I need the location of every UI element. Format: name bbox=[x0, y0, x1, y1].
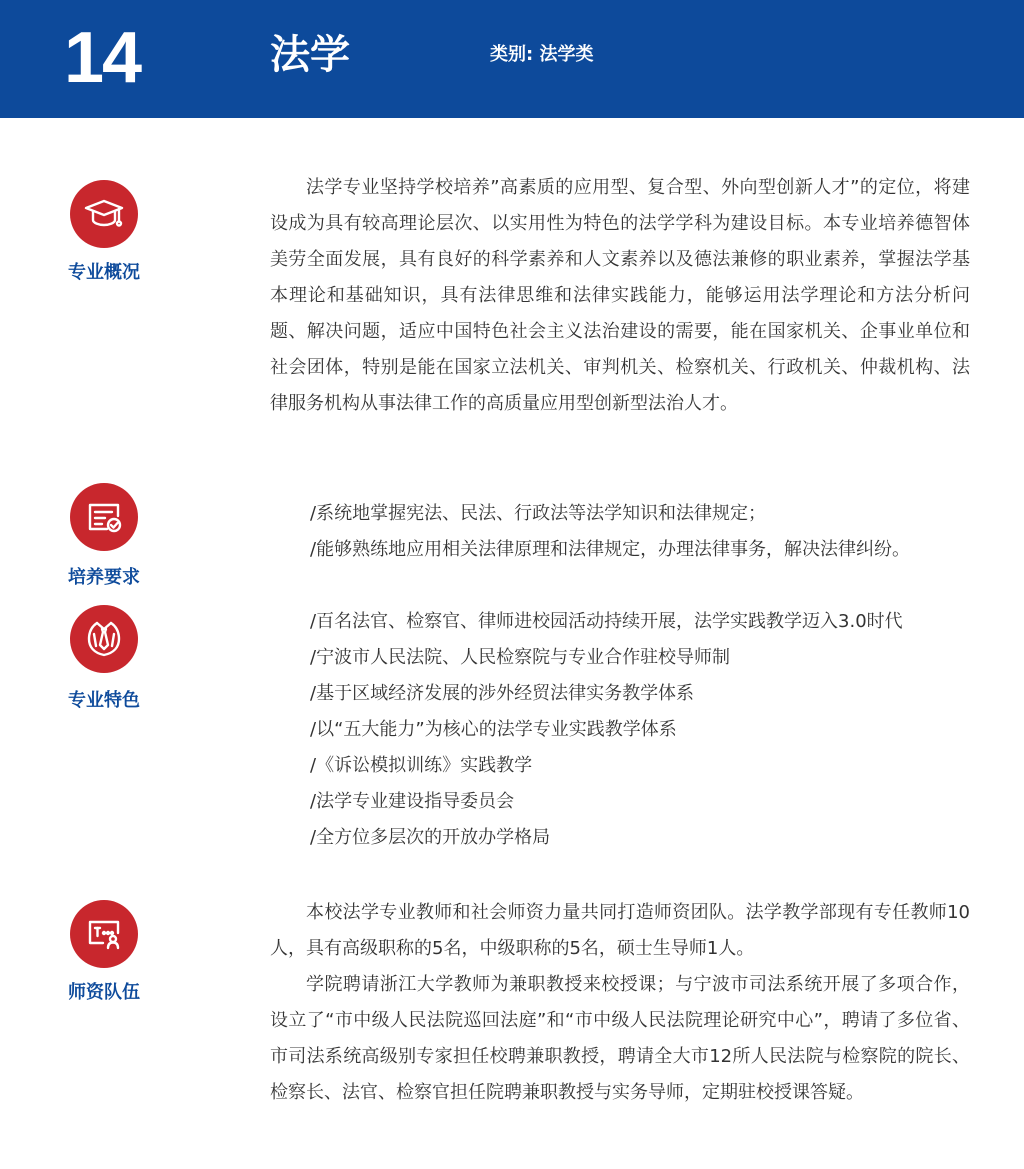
list-item: /宁波市人民法院、人民检察院与专业合作驻校导师制 bbox=[310, 647, 731, 668]
shirt-tie-icon bbox=[70, 605, 138, 673]
requirements-list bbox=[310, 496, 990, 568]
features-list bbox=[310, 604, 990, 856]
section-label-features: 专业特色 bbox=[68, 690, 140, 711]
graduation-cap-icon bbox=[70, 180, 138, 248]
list-item: /百名法官、检察官、律师进校园活动持续开展，法学实践教学迈入3.0时代 bbox=[310, 611, 903, 632]
section-label-requirements: 培养要求 bbox=[68, 567, 140, 588]
list-item: /以“五大能力”为核心的法学专业实践教学体系 bbox=[310, 719, 677, 740]
page-title: 法学 bbox=[270, 32, 350, 78]
list-item: /法学专业建设指导委员会 bbox=[310, 791, 515, 812]
teacher-board-icon bbox=[70, 900, 138, 968]
header-banner bbox=[0, 0, 1024, 118]
section-label-faculty: 师资队伍 bbox=[68, 982, 140, 1003]
faculty-text-2: 学院聘请浙江大学教师为兼职教授来校授课；与宁波市司法系统开展了多项合作，设立了“市中级人民法院巡回法庭”和“市中级人民法院理论研究中心”，聘请了多位省、市司法系统高级别专家担任校聘兼职教授，聘请全大市12所人民法院与检察院的院长、检察长、法官、检察官担任院聘兼职教授与实务导师，定期驻校授课答疑。 bbox=[270, 974, 970, 1103]
section-label-overview: 专业概况 bbox=[68, 262, 140, 283]
list-item: /《诉讼模拟训练》实践教学 bbox=[310, 755, 533, 776]
list-item: /系统地掌握宪法、民法、行政法等法学知识和法律规定； bbox=[310, 503, 767, 524]
faculty-paragraphs bbox=[270, 895, 970, 1111]
category-label: 类别: 法学类 bbox=[490, 44, 594, 65]
faculty-text-1: 本校法学专业教师和社会师资力量共同打造师资团队。法学教学部现有专任教师10人，具有高级职称的5名，中级职称的5名，硕士生导师1人。 bbox=[270, 902, 970, 959]
list-item: /基于区域经济发展的涉外经贸法律实务教学体系 bbox=[310, 683, 695, 704]
section-number: 14 bbox=[64, 18, 141, 98]
list-item: /全方位多层次的开放办学格局 bbox=[310, 827, 551, 848]
overview-paragraph bbox=[270, 170, 970, 422]
certificate-check-icon bbox=[70, 483, 138, 551]
list-item: /能够熟练地应用相关法律原理和法律规定，办理法律事务，解决法律纠纷。 bbox=[310, 539, 911, 560]
overview-text: 法学专业坚持学校培养”高素质的应用型、复合型、外向型创新人才”的定位，将建设成为具有较高理论层次、以实用性为特色的法学学科为建设目标。本专业培养德智体美劳全面发展，具有良好的科学素养和人文素养以及德法兼修的职业素养，掌握法学基本理论和基础知识，具有法律思维和法律实践能力，能够运用法学理论和方法分析问题、解决问题，适应中国特色社会主义法治建设的需要，能在国家机关、企事业单位和社会团体，特别是能在国家立法机关、审判机关、检察机关、行政机关、仲裁机构、法律服务机构从事法律工作的高质量应用型创新型法治人才。 bbox=[270, 177, 970, 414]
